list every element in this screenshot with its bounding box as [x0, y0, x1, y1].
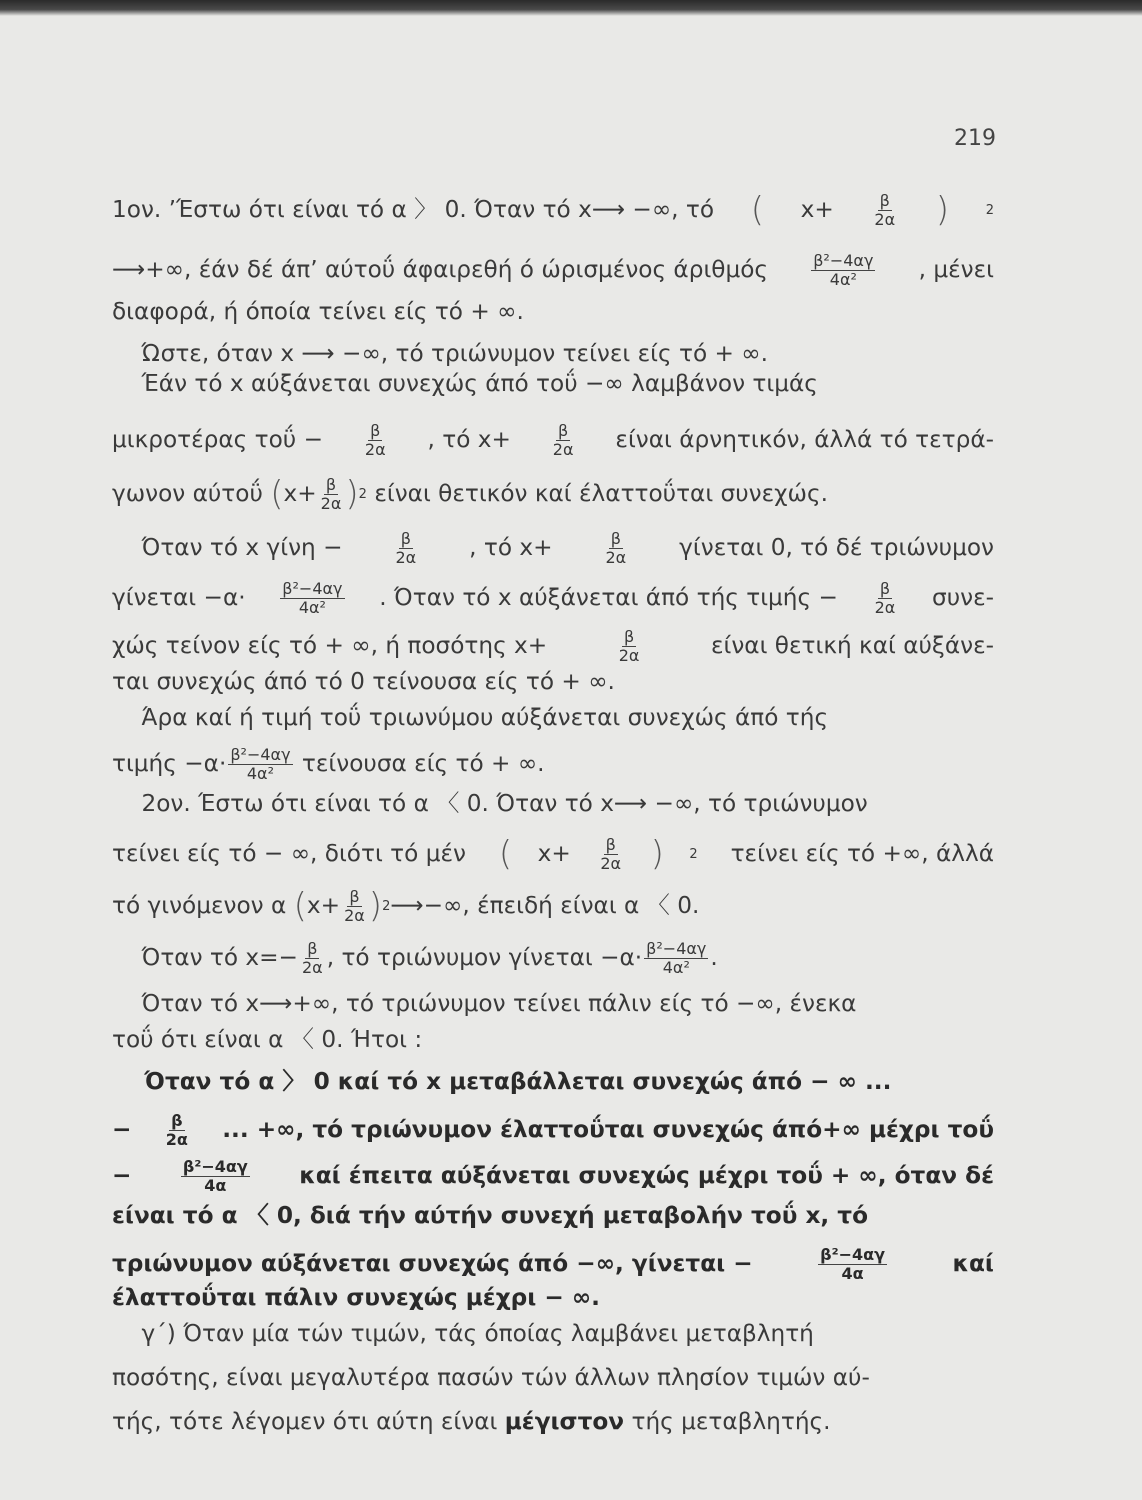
fraction	[164, 1112, 190, 1148]
text-line	[112, 1112, 994, 1148]
parenthesis: )	[935, 189, 950, 230]
text-line	[112, 706, 994, 729]
line-content	[112, 300, 994, 323]
text-run: Έάν τό x αύξάνεται συνεχώς άπό τοΰ −∞ λαμβάνον τιμάς	[112, 370, 818, 397]
line-content	[112, 252, 994, 288]
text-line	[112, 1028, 994, 1051]
fraction	[228, 746, 292, 782]
parenthesis: (	[498, 833, 513, 874]
fraction-numerator: β²−4αγ	[230, 745, 291, 764]
text-line	[112, 342, 994, 365]
fraction-numerator: β	[370, 421, 381, 440]
text-run: τριώνυμον αύξάνεται συνεχώς άπό −∞, γίνεται −	[112, 1250, 753, 1278]
line-content	[112, 530, 994, 566]
text-run: . Όταν τό x αύξάνεται άπό τής τιμής −	[379, 584, 838, 612]
line-content	[112, 706, 994, 729]
fraction	[873, 580, 898, 616]
line-content	[112, 1410, 994, 1433]
line-content	[112, 1322, 994, 1345]
text-run: Όταν τό x γίνη −	[112, 534, 343, 562]
line-content	[112, 1112, 994, 1148]
text-run: .	[710, 944, 718, 972]
text-run: είναι άρνητικόν, άλλά τό τετρά-	[615, 426, 994, 454]
fraction	[598, 836, 623, 872]
text-line	[112, 300, 994, 323]
fraction-numerator: β²−4αγ	[282, 579, 343, 598]
fraction	[342, 888, 367, 924]
fraction-numerator: β²−4αγ	[182, 1157, 248, 1176]
fraction-denominator: 2α	[552, 439, 574, 459]
text-run: έλαττοΰται πάλιν συνεχώς μέχρι − ∞.	[112, 1284, 600, 1311]
text-line	[112, 670, 994, 693]
text-run: Όταν τό x=−	[112, 944, 298, 972]
fraction-denominator: 4α²	[246, 763, 275, 783]
line-content	[112, 1158, 994, 1194]
text-line	[112, 252, 994, 288]
parenthesis: )	[368, 885, 383, 926]
text-run: είναι θετικόν καί έλαττοΰται συνεχώς.	[366, 480, 828, 508]
fraction-denominator: 4α	[841, 1263, 864, 1283]
text-line	[112, 1366, 994, 1389]
text-line	[112, 628, 994, 664]
text-run: τιμής −α·	[112, 750, 227, 778]
fraction-numerator: β²−4αγ	[820, 1245, 886, 1264]
fraction	[604, 530, 629, 566]
fraction-numerator: β	[879, 191, 890, 210]
line-content	[112, 422, 994, 458]
fraction	[551, 422, 576, 458]
line-content	[112, 833, 994, 874]
text-run: x+	[283, 480, 317, 508]
exponent: 2	[689, 846, 698, 862]
text-run: τής, τότε λέγομεν ότι αύτη είναι	[112, 1408, 505, 1435]
line-content	[112, 940, 994, 976]
line-content	[112, 1246, 994, 1282]
line-content	[112, 1204, 994, 1227]
fraction-denominator: 2α	[302, 957, 323, 977]
line-content	[112, 1070, 994, 1093]
text-line	[112, 1158, 994, 1194]
text-line	[112, 746, 994, 782]
fraction-denominator: 4α	[204, 1175, 227, 1195]
fraction	[644, 940, 708, 976]
fraction-numerator: β	[558, 421, 569, 440]
text-run: ⟶+∞, έάν δέ άπ’ αύτοΰ άφαιρεθή ό ώρισμένος άριθμός	[112, 256, 769, 284]
text-run: γίνεται 0, τό δέ τριώνυμον	[679, 534, 994, 562]
text-run: συνε-	[932, 584, 994, 612]
text-line	[112, 833, 994, 874]
text-line	[112, 372, 994, 395]
fraction-numerator: β	[610, 529, 621, 548]
fraction	[319, 476, 344, 512]
text-run: , μένει	[918, 256, 994, 284]
line-content	[112, 1286, 994, 1309]
exponent: 2	[358, 486, 367, 502]
text-run: είναι θετική καί αύξάνε-	[710, 632, 994, 660]
exponent: 2	[985, 202, 994, 218]
text-run: τείνουσα είς τό + ∞.	[294, 750, 545, 778]
fraction-numerator: β	[879, 579, 891, 598]
fraction-denominator: 2α	[344, 905, 365, 925]
text-line	[112, 885, 994, 926]
text-run: χώς τείνον είς τό + ∞, ή ποσότης x+	[112, 632, 548, 660]
fraction-denominator: 2α	[395, 547, 417, 567]
line-content	[112, 1028, 994, 1051]
text-run: Όταν τό x⟶+∞, τό τριώνυμον τείνει πάλιν είς τό −∞, ένεκα	[112, 990, 857, 1017]
line-content	[112, 342, 994, 365]
text-run: διαφορά, ή όποία τείνει είς τό + ∞.	[112, 298, 524, 325]
text-run: , τό x+	[427, 426, 511, 454]
fraction	[393, 530, 418, 566]
text-run: τείνει είς τό +∞, άλλά	[723, 840, 994, 868]
fraction-denominator: 4α²	[829, 269, 857, 289]
line-content	[112, 746, 994, 782]
text-run: τό γινόμενον α	[112, 892, 294, 920]
line-content	[112, 580, 994, 616]
fraction-numerator: β²−4αγ	[646, 939, 707, 958]
text-run: ποσότης, είναι μεγαλυτέρα πασών τών άλλων πλησίον τιμών αύ-	[112, 1364, 870, 1391]
text-line	[112, 1204, 994, 1227]
fraction-denominator: 2α	[364, 439, 386, 459]
fraction-denominator: 2α	[605, 547, 627, 567]
fraction-denominator: 2α	[874, 597, 896, 617]
fraction-numerator: β	[307, 939, 318, 958]
fraction	[811, 252, 875, 288]
text-run: Ώστε, όταν x ⟶ −∞, τό τριώνυμον τείνει είς τό + ∞.	[112, 340, 768, 367]
text-line	[112, 992, 994, 1015]
line-content	[112, 372, 994, 395]
parenthesis: (	[293, 885, 307, 926]
text-run: −	[112, 1162, 132, 1190]
fraction	[280, 580, 344, 616]
text-run: x+	[537, 840, 571, 868]
fraction-denominator: 2α	[600, 853, 622, 873]
fraction-denominator: 2α	[320, 493, 342, 513]
fraction-numerator: β	[349, 887, 360, 906]
exponent: 2	[382, 898, 391, 914]
fraction	[617, 628, 642, 664]
line-content	[112, 628, 994, 664]
bold-term: μέγιστον	[504, 1408, 625, 1435]
fraction-numerator: β	[605, 835, 616, 854]
text-run: μικροτέρας τοΰ −	[112, 426, 324, 454]
line-content	[112, 792, 994, 815]
line-content	[112, 992, 994, 1015]
text-run: 1ον. ’Έστω ότι είναι τό α 〉 0. Όταν τό x⟶ −∞, τό	[112, 196, 715, 224]
text-run: γίνεται −α·	[112, 584, 246, 612]
fraction-numerator: β	[325, 475, 337, 494]
text-line	[112, 1322, 994, 1345]
fraction-denominator: 2α	[874, 209, 896, 229]
parenthesis: (	[750, 189, 764, 230]
text-run: γωνον αύτοΰ	[112, 480, 271, 508]
fraction-numerator: β	[171, 1111, 183, 1130]
line-content	[112, 885, 994, 926]
text-line	[112, 473, 994, 514]
text-run: −	[112, 1116, 132, 1144]
text-run: x+	[800, 196, 834, 224]
line-content	[112, 670, 994, 693]
fraction	[181, 1158, 250, 1194]
text-line	[112, 580, 994, 616]
parenthesis: )	[345, 473, 359, 514]
text-line	[112, 1070, 994, 1093]
text-run: γ΄) Όταν μία τών τιμών, τάς όποίας λαμβάνει μεταβλητή	[112, 1320, 814, 1347]
text-line	[112, 940, 994, 976]
text-line	[112, 1410, 994, 1433]
scan-edge	[0, 0, 1142, 16]
text-line	[112, 530, 994, 566]
fraction	[363, 422, 388, 458]
fraction	[872, 192, 897, 228]
parenthesis: )	[650, 833, 664, 874]
text-run: , τό x+	[469, 534, 553, 562]
text-run: Όταν τό α 〉 0 καί τό x μεταβάλλεται συνεχώς άπό − ∞ ...	[112, 1068, 892, 1095]
text-line	[112, 1246, 994, 1282]
text-run: ται συνεχώς άπό τό 0 τείνουσα είς τό + ∞.	[112, 668, 615, 695]
text-run: καί έπειτα αύξάνεται συνεχώς μέχρι τοΰ + ∞, όταν δέ	[299, 1162, 994, 1190]
page-number: 219	[954, 126, 996, 151]
text-run: x+	[306, 892, 341, 920]
fraction-numerator: β	[623, 627, 635, 646]
text-line	[112, 422, 994, 458]
text-run: είναι τό α 〈 0, διά τήν αύτήν συνεχή μεταβολήν τοΰ x, τό	[112, 1202, 869, 1229]
text-run: καί	[952, 1250, 994, 1278]
text-run: τοΰ ότι είναι α 〈 0. Ήτοι :	[112, 1026, 423, 1053]
text-line	[112, 792, 994, 815]
fraction-denominator: 2α	[165, 1129, 188, 1149]
text-run: ⟶−∞, έπειδή είναι α 〈 0.	[390, 892, 700, 920]
fraction-denominator: 4α²	[298, 597, 326, 617]
text-run: 2ον. Έστω ότι είναι τό α 〈 0. Όταν τό x⟶ −∞, τό τριώνυμον	[112, 790, 868, 817]
fraction-numerator: β²−4αγ	[813, 251, 874, 270]
fraction-denominator: 2α	[618, 645, 640, 665]
line-content	[112, 189, 994, 230]
text-run: , τό τριώνυμον γίνεται −α·	[326, 944, 643, 972]
text-run: ... +∞, τό τριώνυμον έλαττοΰται συνεχώς άπό+∞ μέχρι τοΰ	[222, 1116, 994, 1144]
fraction-denominator: 4α²	[662, 957, 690, 977]
text-run: τής μεταβλητής.	[624, 1408, 831, 1435]
line-content	[112, 473, 994, 514]
text-run: Άρα καί ή τιμή τοΰ τριωνύμου αύξάνεται συνεχώς άπό τής	[112, 704, 829, 731]
parenthesis: (	[270, 473, 284, 514]
fraction-numerator: β	[400, 529, 411, 548]
text-line	[112, 189, 994, 230]
text-run: τείνει είς τό − ∞, διότι τό μέν	[112, 840, 474, 868]
fraction	[818, 1246, 887, 1282]
text-line	[112, 1286, 994, 1309]
fraction	[300, 940, 325, 976]
line-content	[112, 1366, 994, 1389]
